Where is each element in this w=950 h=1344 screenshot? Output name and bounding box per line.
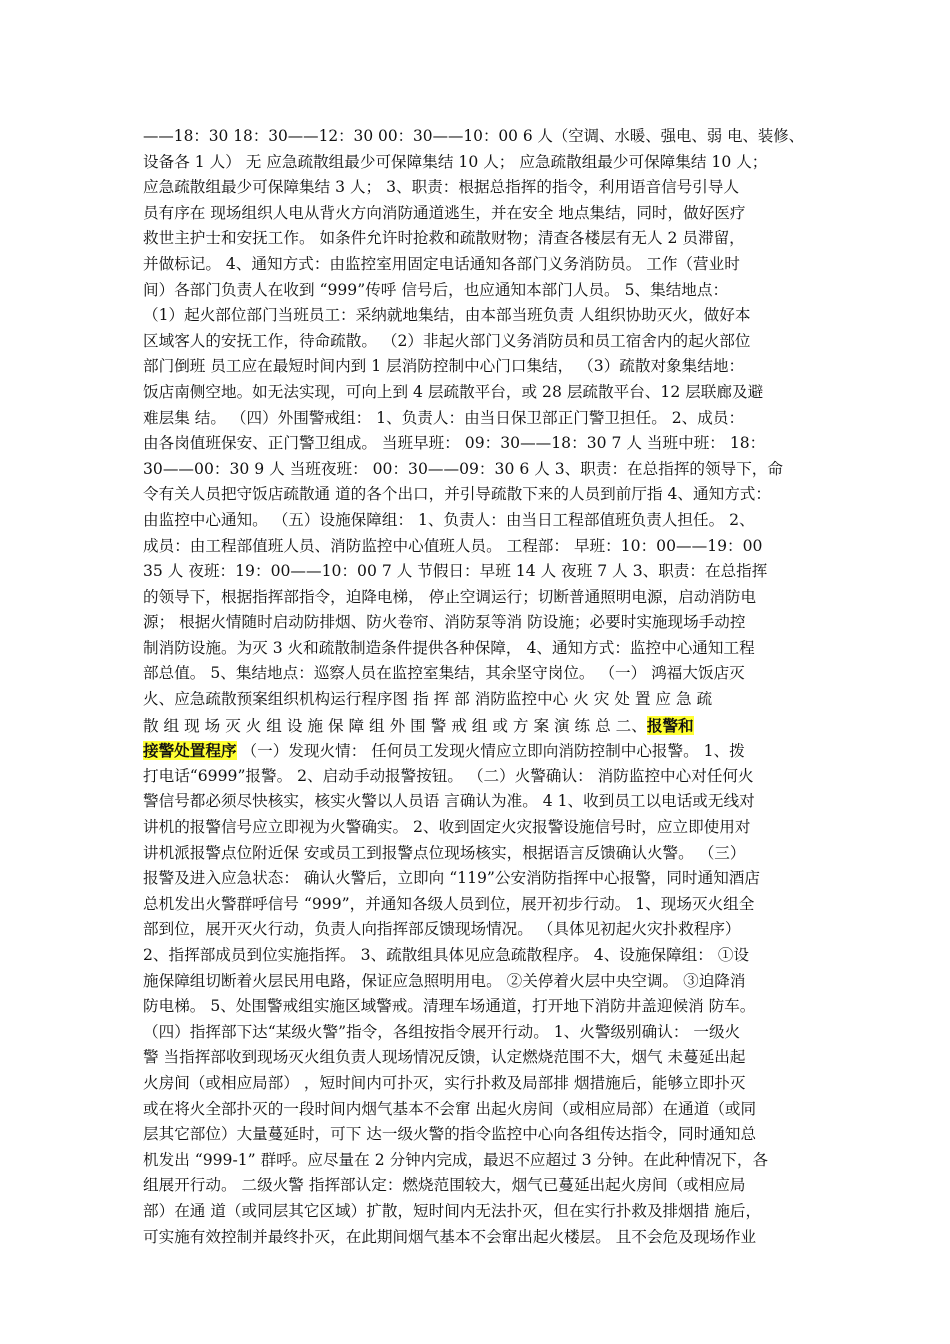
text-line: 令有关人员把守饭店疏散通 道的各个出口，并引导疏散下来的人员到前厅指 4、通知方式： [143,485,771,504]
text-line: 警 当指挥部收到现场灭火组负责人现场情况反馈，认定燃烧范围不大，烟气 未蔓延出起 [143,1048,746,1067]
text-line: 部到位，展开灭火行动，负责人向指挥部反馈现场情况。 （具体见初起火灾扑救程序） [143,920,741,939]
text-line: 部）在通 道（或同层其它区域）扩散，短时间内无法扑灭，但在实行扑救及排烟措 施后， [143,1201,762,1220]
text-line: （1）起火部位部门当班员工：采纳就地集结，由本部当班负责 人组织协助灭火，做好本 [143,306,751,325]
text-line: 可实施有效控制并最终扑灭，在此期间烟气基本不会窜出起火楼层。 且不会危及现场作业 [143,1227,757,1246]
text-line: 并做标记。 4、通知方式：由监控室用固定电话通知各部门义务消防员。 工作（营业时 [143,254,740,273]
text-line: 2、指挥部成员到位实施指挥。 3、疏散组具体见应急疏散程序。 4、设施保障组： ①设 [143,946,750,964]
text-line: 机发出 “999-1” 群呼。应尽量在 2 分钟内完成，最迟不应超过 3 分钟。在此种情况下，各 [143,1150,769,1169]
highlighted-heading: 报警和 [646,715,694,735]
text-line: 应急疏散组最少可保障集结 3 人； 3、职责：根据总指挥的指令，利用语音信号引导人 [143,178,740,197]
text-line: 制消防设施。为灭 3 火和疏散制造条件提供各种保障， 4、通知方式：监控中心通知工程 [143,638,755,657]
text-line: 由监控中心通知。 （五）设施保障组： 1、负责人：由当日工程部值班负责人担任。 2、 [143,510,755,529]
text-line: 部门倒班 员工应在最短时间内到 1 层消防控制中心门口集结， （3）疏散对象集结地： [143,357,745,376]
text-line: 总机发出火警群呼信号 “999”，并通知各级人员到位，展开初步行动。 1、现场灭火组全 [143,894,755,913]
text-segment: （一）发现火情： 任何员工发现火情应立即向消防控制中心报警。 1、拨 [236,742,745,761]
text-line: 或在将火全部扑灭的一段时间内烟气基本不会窜 出起火房间（或相应局部）在通道（或同 [143,1099,757,1118]
text-line: 成员：由工程部值班人员、消防监控中心值班人员。 工程部： 早班：10：00——19：00 [143,536,763,555]
text-line: 组展开行动。 二级火警 指挥部认定：燃烧范围较大，烟气已蔓延出起火房间（或相应局 [143,1176,746,1195]
text-line: （四）指挥部下达“某级火警”指令，各组按指令展开行动。 1、火警级别确认： 一级火 [143,1022,741,1041]
text-line: 防电梯。 5、处围警戒组实施区域警戒。清理车场通道，打开地下消防井盖迎候消 防车。 [143,997,756,1016]
text-line: 区域客人的安抚工作，待命疏散。 （2）非起火部门义务消防员和员工宿舍内的起火部位 [143,331,751,350]
text-line: 讲机的报警信号应立即视为火警确实。 2、收到固定火灾报警设施信号时，应立即使用对 [143,818,751,837]
highlighted-heading: 接警处置程序 [143,741,237,761]
text-line: 设备各 1 人） 无 应急疏散组最少可保障集结 10 人； 应急疏散组最少可保障集结 10 人； [143,152,768,171]
text-line: 火房间（或相应局部） ，短时间内可扑灭，实行扑救及局部排 烟措施后，能够立即扑灭 [143,1073,746,1092]
text-line: 打电话“6999”报警。 2、启动手动报警按钮。 （二）火警确认： 消防监控中心对任何火 [143,766,754,785]
text-line: 施保障组切断着火层民用电路，保证应急照明用电。 ②关停着火层中央空调。 ③迫降消 [143,971,746,990]
text-line: 间）各部门负责人在收到 “999”传呼 信号后，也应通知本部门人员。 5、集结地点： [143,280,729,299]
text-segment: 散 组 现 场 灭 火 组 设 施 保 障 组 外 围 警 戒 组 或 方 案 演 练 总 二、 [143,716,647,735]
text-line: 30——00：30 9 人 当班夜班： 00：30——09：30 6 人 3、职责：在总指挥的领导下，命 [143,459,783,478]
text-line [143,738,811,764]
text-line: 报警及进入应急状态： 确认火警后，立即向 “119”公安消防指挥中心报警，同时通知酒店 [143,869,760,888]
text-line: 层其它部位）大量蔓延时，可下 达一级火警的指令监控中心向各组传达指令，同时通知总 [143,1125,757,1144]
text-line: 员有序在 现场组织人电从背火方向消防通道逃生，并在安全 地点集结，同时，做好医疗 [143,203,746,222]
body-text [143,124,811,1250]
text-line: 的领导下，根据指挥部指令，迫降电梯， 停止空调运行；切断普通照明电源，启动消防电 [143,587,757,606]
text-line: 源； 根据火情随时启动防排烟、防火卷帘、消防泵等消 防设施；必要时实施现场手动控 [143,613,746,632]
text-line: ——18：30 18：30——12：30 00：30——10：00 6 人（空调、水暖、强电、弱 电、装修、 [143,127,805,145]
text-line: 救世主护士和安抚工作。 如条件允许时抢救和疏散财物；清查各楼层有无人 2 员滞留， [143,229,745,248]
text-line: 35 人 夜班：19：00——10：00 7 人 节假日：早班 14 人 夜班 7 人 3、职责：在总指挥 [143,562,768,581]
text-line: 火、应急疏散预案组织机构运行程序图 指 挥 部 消防监控中心 火 灾 处 置 应 急 疏 [143,690,713,709]
text-line: 警信号都必须尽快核实，核实火警以人员语 言确认为准。 4 1、收到员工以电话或无线对 [143,792,755,811]
text-line [143,713,811,739]
text-line: 难层集 结。 （四）外围警戒组： 1、负责人：由当日保卫部正门警卫担任。 2、成员： [143,408,745,427]
text-line: 饭店南侧空地。如无法实现，可向上到 4 层疏散平台，或 28 层疏散平台、12 层联廊及避 [143,382,764,401]
text-line: 讲机派报警点位附近保 安或员工到报警点位现场核实，根据语言反馈确认火警。 （三） [143,843,746,862]
text-line: 部总值。 5、集结地点：巡察人员在监控室集结，其余坚守岗位。 （一） 鸿福大饭店灭 [143,664,745,683]
text-line: 由各岗值班保安、正门警卫组成。 当班早班： 09：30——18：30 7 人 当班中班： 18： [143,434,766,453]
